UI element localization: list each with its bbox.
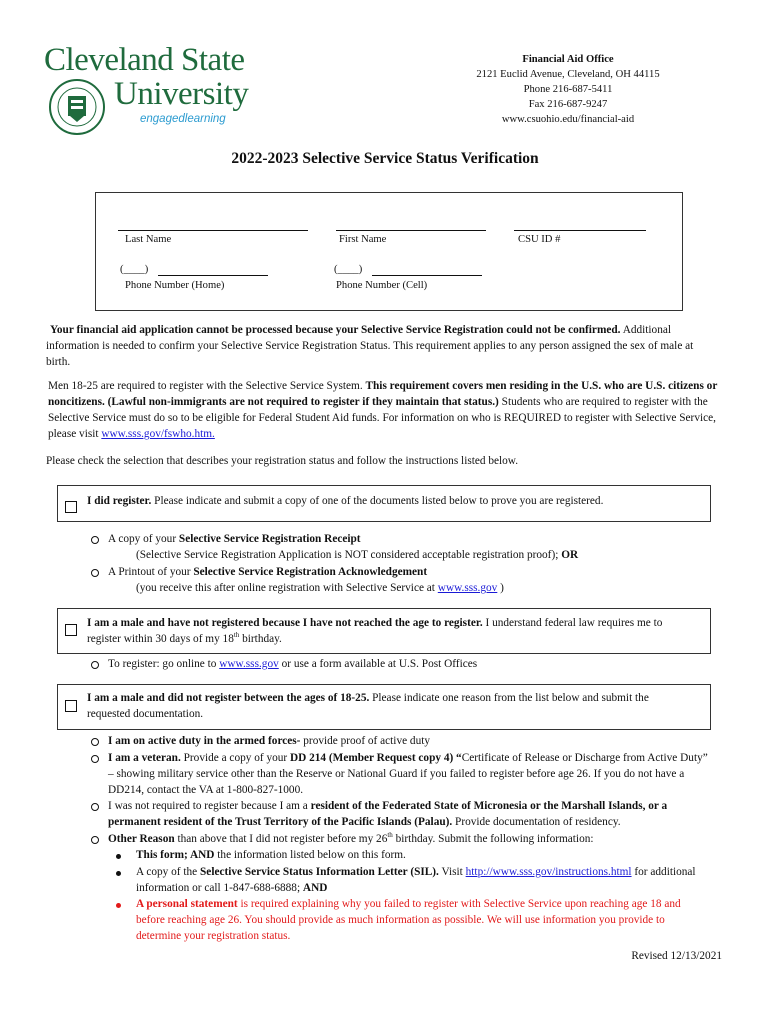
receipt-pre: A copy of your [108, 533, 177, 545]
sil-and: AND [302, 882, 328, 894]
phone-cell-area-code: (____) [334, 264, 363, 275]
intro-warning: Your financial aid application cannot be processed because your Selective Service Registration could not be confirmed. [50, 324, 621, 336]
option-registered-desc: Please indicate and submit a copy of one of the documents listed below to prove you are registered. [154, 495, 604, 507]
option-registered-text [87, 494, 699, 509]
option-underage-text [87, 615, 699, 647]
resident-item [108, 798, 720, 830]
intro-paragraph [46, 322, 718, 370]
option-underage-checkbox[interactable] [65, 624, 77, 636]
statement-item [136, 896, 696, 944]
resident-bullet-icon [91, 803, 99, 811]
statement-title: A personal statement [136, 898, 238, 910]
phone-cell-label: Phone Number (Cell) [336, 280, 428, 291]
other-reason-bullet-icon [91, 836, 99, 844]
this-form-text: the information listed below on this form. [217, 849, 406, 861]
instructions-text: Please check the selection that describes your registration status and follow the instructions listed below. [46, 455, 519, 467]
resident-text-a: I was not required to register because I am a [108, 800, 308, 812]
sss-link-2[interactable]: www.sss.gov [219, 658, 279, 670]
veteran-text-c: Certificate of Release or Discharge from Active Duty” – showing military service other than the Reserve or National Guard if you failed to register before age 26. If you do not have a DD214, contact the VA at 1-800-827-1000. [108, 752, 708, 796]
csu-id-field[interactable] [514, 230, 646, 231]
first-name-field[interactable] [336, 230, 486, 231]
statement-text: is required explaining why you failed to register with Selective Service upon reaching age 18 and before reaching age 26. You should provide as much information as possible. We will use information you provide to determine your registration status. [136, 898, 681, 942]
acknowledgement-item [108, 564, 708, 596]
revised-date: Revised 12/13/2021 [631, 950, 722, 962]
register-post: or use a form available at U.S. Post Offices [281, 658, 478, 670]
acknowledgement-title: Selective Service Registration Acknowledgement [193, 566, 428, 578]
first-name-label: First Name [339, 234, 387, 245]
veteran-bullet-icon [91, 755, 99, 763]
office-fax: Fax 216-687-9247 [528, 99, 608, 110]
other-reason-text-a: than above that I did not register before my 26 [177, 833, 388, 845]
phone-home-label: Phone Number (Home) [125, 280, 225, 291]
acknowledgement-pre: A Printout of your [108, 566, 191, 578]
other-reason-item [108, 831, 708, 847]
requirement-text-b: This requirement covers men residing in the U.S. who are U.S. citizens or noncitizens. (Lawful non-immigrants are not required to register if they maintain that status.) [48, 380, 718, 408]
statement-bullet-icon [116, 903, 121, 908]
veteran-item [108, 750, 708, 798]
option-underage-desc-b: birthday. [242, 633, 282, 645]
csu-id-label: CSU ID # [518, 234, 561, 245]
office-name: Financial Aid Office [522, 54, 614, 65]
resident-text-c: Provide documentation of residency. [455, 816, 621, 828]
sil-mid: Visit [441, 866, 463, 878]
register-bullet-icon [91, 661, 99, 669]
other-reason-title: Other Reason [108, 833, 175, 845]
active-duty-title: I am on active duty in the armed forces- [108, 735, 301, 747]
sss-fswho-link[interactable]: www.sss.gov/fswho.htm. [101, 428, 215, 440]
option-not-registered-checkbox[interactable] [65, 700, 77, 712]
active-duty-bullet-icon [91, 738, 99, 746]
acknowledgement-note: (you receive this after online registration with Selective Service at [136, 582, 435, 594]
sil-pre: A copy of the [136, 866, 198, 878]
receipt-title: Selective Service Registration Receipt [178, 533, 361, 545]
receipt-item [108, 531, 708, 563]
option-not-registered-desc: Please indicate one reason from the list below and submit the requested documentation. [87, 692, 649, 720]
this-form-item [136, 847, 706, 863]
acknowledgement-close: ) [500, 582, 504, 594]
option-registered-checkbox[interactable] [65, 501, 77, 513]
university-seal-icon [48, 78, 106, 136]
option-not-registered-text [87, 690, 677, 722]
logo-line-1: Cleveland State [44, 42, 245, 78]
sil-title: Selective Service Status Information Letter (SIL). [200, 866, 439, 878]
sss-link-1[interactable]: www.sss.gov [437, 582, 498, 594]
office-info [430, 52, 706, 127]
sil-bullet-icon [116, 871, 121, 876]
active-duty-text: provide proof of active duty [303, 735, 431, 747]
last-name-label: Last Name [125, 234, 172, 245]
logo-line-2: University [114, 76, 249, 112]
office-address: 2121 Euclid Avenue, Cleveland, OH 44115 [476, 69, 660, 80]
last-name-field[interactable] [118, 230, 308, 231]
office-website[interactable]: www.csuohio.edu/financial-aid [501, 114, 635, 125]
receipt-bullet-icon [91, 536, 99, 544]
option-underage-desc-a: I understand federal law requires me to register within 30 days of my 18 [87, 617, 663, 645]
requirement-paragraph [48, 378, 720, 442]
veteran-text-a: Provide a copy of your [183, 752, 288, 764]
requirement-text-c: Students who are required to register with the Selective Service must do so to be eligible for Federal Student Aid funds. For information on who is REQUIRED to register with Selective Service, please visit [48, 396, 716, 440]
option-registered-box [57, 485, 711, 522]
this-form-title: This form; AND [136, 849, 215, 861]
option-underage-sup: th [233, 631, 240, 640]
sss-instructions-link[interactable]: http://www.sss.gov/instructions.html [465, 866, 632, 878]
page-title: 2022-2023 Selective Service Status Verification [231, 150, 539, 167]
intro-text: Additional information is needed to confirm your Selective Service Registration Status. This requirement applies to any person assigned the sex of male at birth. [46, 324, 694, 368]
university-logo [44, 42, 284, 138]
student-info-form [95, 192, 683, 311]
veteran-title: I am a veteran. [108, 752, 181, 764]
this-form-bullet-icon [116, 854, 121, 859]
other-reason-sup: th [387, 831, 393, 840]
option-registered-title: I did register. [87, 495, 152, 507]
phone-home-area-code: (____) [120, 264, 149, 275]
veteran-text-b: DD 214 (Member Request copy 4) “ [289, 752, 462, 764]
acknowledgement-bullet-icon [91, 569, 99, 577]
register-item [108, 656, 708, 672]
active-duty-item [108, 733, 708, 749]
option-not-registered-box [57, 684, 711, 730]
resident-text-b: resident of the Federated State of Micronesia or the Marshall Islands, or a permanent resident of the Trust Territory of the Pacific Islands (Palau). [108, 800, 668, 828]
option-underage-box [57, 608, 711, 654]
phone-cell-field[interactable] [372, 275, 482, 276]
receipt-or: OR [561, 549, 579, 561]
register-pre: To register: go online to [108, 658, 217, 670]
logo-tagline: engagedlearning [140, 113, 226, 125]
phone-home-field[interactable] [158, 275, 268, 276]
sil-item [136, 864, 716, 896]
option-not-registered-title: I am a male and did not register between the ages of 18-25. [87, 692, 370, 704]
option-underage-title: I am a male and have not registered because I have not reached the age to register. [87, 617, 483, 629]
requirement-text-a: Men 18-25 are required to register with the Selective Service System. [48, 380, 363, 392]
other-reason-text-b: birthday. Submit the following information: [395, 833, 594, 845]
receipt-note: (Selective Service Registration Application is NOT considered acceptable registration proof); [136, 549, 559, 561]
office-phone: Phone 216-687-5411 [523, 84, 613, 95]
sil-post: for additional information or call 1-847-688-6888; [136, 866, 696, 894]
